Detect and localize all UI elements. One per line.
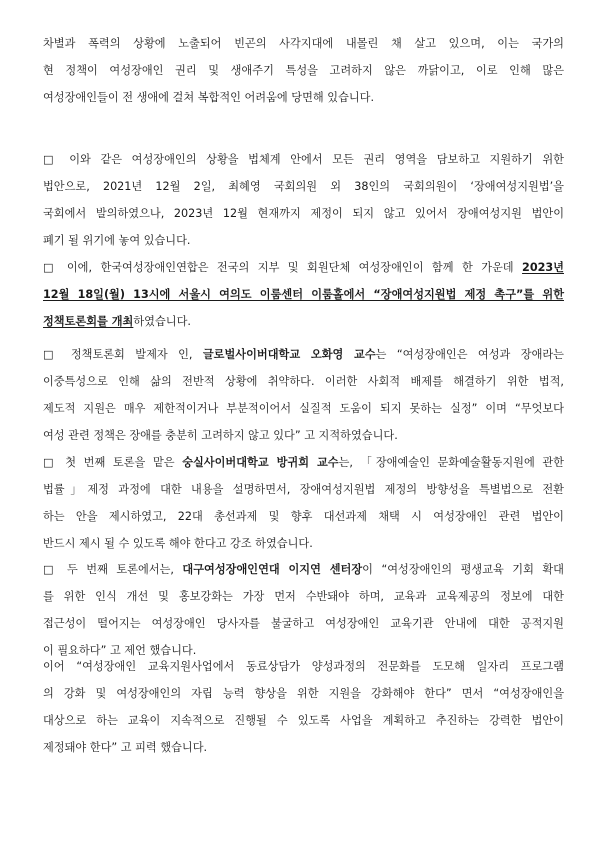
text-segment: 하였습니다. — [133, 315, 191, 328]
text-line — [43, 395, 564, 422]
paragraph-first-discussant — [43, 449, 564, 557]
text-segment: 이 필요하다” 고 제언 했습니다. — [43, 644, 197, 657]
text-line — [43, 734, 564, 761]
text-line — [43, 707, 564, 734]
text-segment: □ 정책토론회 발제자 인, — [43, 348, 203, 361]
text-segment: 이 “여성장애인의 평생교육 기회 확대 — [362, 563, 564, 576]
emphasized-text: 12월 18일(월) 13시에 서울시 여의도 이룸센터 이룸홀에서 “장애여성지원법 제정 촉구”를 위한 — [43, 288, 564, 301]
text-line — [43, 200, 564, 227]
paragraph-presenter — [43, 341, 564, 449]
text-line — [43, 57, 564, 84]
text-line — [43, 610, 564, 637]
text-segment: 제도적 지원은 매우 제한적이거나 부분적이어서 실질적 도움이 되지 못하는 실정” 이며 “무엇보다 — [43, 402, 564, 415]
text-line — [43, 503, 564, 530]
text-line — [43, 254, 564, 281]
text-line — [43, 146, 564, 173]
text-line — [43, 530, 564, 557]
text-segment: 반드시 제시 될 수 있도록 해야 한다고 강조 하였습니다. — [43, 537, 313, 550]
text-segment: 제정돼야 한다” 고 피력 했습니다. — [43, 741, 208, 754]
text-segment: 의 강화 및 여성장애인의 자립 능력 향상을 위한 지원을 강화해야 한다” 면서 “여성장애인을 — [43, 687, 564, 700]
text-line — [43, 281, 564, 308]
text-segment: 법률」제정 과정에 대한 내용을 설명하면서, 장애여성지원법 제정의 방향성을 특별법으로 전환 — [43, 483, 564, 496]
paragraph-second-discussant — [43, 556, 564, 664]
text-line — [43, 368, 564, 395]
emphasized-text: 2023년 — [522, 261, 564, 274]
text-line — [43, 341, 564, 368]
text-line — [43, 227, 564, 254]
paragraph-situation — [43, 30, 564, 111]
text-segment: 국회에서 발의하였으나, 2023년 12월 현재까지 제정이 되지 않고 있어서 장애여성지원 법안이 — [43, 207, 564, 220]
text-segment: 여성 관련 정책은 장애를 충분히 고려하지 않고 있다” 고 지적하였습니다. — [43, 429, 398, 442]
text-line — [43, 449, 564, 476]
text-line — [43, 173, 564, 200]
text-segment: 접근성이 떨어지는 여성장애인 당사자를 불굴하고 여성장애인 교육기관 안내에 대한 공적지원 — [43, 617, 564, 630]
paragraph-forum-announcement — [43, 254, 564, 335]
text-line — [43, 653, 564, 680]
text-segment: 현 정책이 여성장애인 권리 및 생애주기 특성을 고려하지 않은 까닭이고, 이로 인해 많은 — [43, 64, 564, 77]
text-segment: □ 두 번째 토론에서는, — [43, 563, 183, 576]
text-segment: 폐기 될 위기에 놓여 있습니다. — [43, 234, 191, 247]
paragraph-closing — [43, 653, 564, 761]
text-line — [43, 422, 564, 449]
emphasized-text: 숭실사이버대학교 방귀희 교수 — [182, 456, 339, 469]
text-segment: 를 위한 인식 개선 및 홍보강화는 가장 먼저 수반돼야 하며, 교육과 교육제공의 정보에 대한 — [43, 590, 564, 603]
text-segment: 법안으로, 2021년 12월 2일, 최혜영 국회의원 외 38인의 국회의원이 ‘장애여성지원법’을 — [43, 180, 564, 193]
text-segment: 는 “여성장애인은 여성과 장애라는 — [375, 348, 564, 361]
text-segment: □ 첫 번째 토론을 맡은 — [43, 456, 183, 469]
text-segment: 하는 안을 제시하였고, 22대 총선과제 및 향후 대선과제 채택 시 여성장애인 관련 법안이 — [43, 510, 564, 523]
text-segment: 대상으로 하는 교육이 지속적으로 진행될 수 있도록 사업을 계획하고 추진하는 강력한 법안이 — [43, 714, 564, 727]
text-line — [43, 84, 564, 111]
paragraph-bill-history — [43, 146, 564, 254]
text-segment: 이어 “여성장애인 교육지원사업에서 동료상담가 양성과정의 전문화를 도모해 일자리 프로그램 — [43, 660, 564, 673]
text-line — [43, 30, 564, 57]
emphasized-text: 대구여성장애인연대 이지연 센터장 — [182, 563, 363, 576]
emphasized-text: 정책토론회를 개최 — [43, 315, 134, 328]
text-segment: 차별과 폭력의 상황에 노출되어 빈곤의 사각지대에 내몰린 채 살고 있으며, 이는 국가의 — [43, 37, 564, 50]
text-line — [43, 583, 564, 610]
text-segment: □ 이에, 한국여성장애인연합은 전국의 지부 및 회원단체 여성장애인이 함께 한 가운데 — [43, 261, 523, 274]
text-line — [43, 556, 564, 583]
text-line — [43, 680, 564, 707]
text-segment: □ 이와 같은 여성장애인의 상황을 법체계 안에서 모든 권리 영역을 담보하고 지원하기 위한 — [43, 153, 564, 166]
emphasized-text: 글로벌사이버대학교 오화영 교수 — [202, 348, 376, 361]
text-line — [43, 308, 564, 335]
text-line — [43, 476, 564, 503]
text-segment: 는, 「장애예술인 문화예술활동지원에 관한 — [338, 456, 564, 469]
text-segment: 이중특성으로 인해 삶의 전반적 상황에 취약하다. 이러한 사회적 배제를 해결하기 위한 법적, — [43, 375, 564, 388]
text-segment: 여성장애인들이 전 생애에 걸쳐 복합적인 어려움에 당면해 있습니다. — [43, 91, 375, 104]
